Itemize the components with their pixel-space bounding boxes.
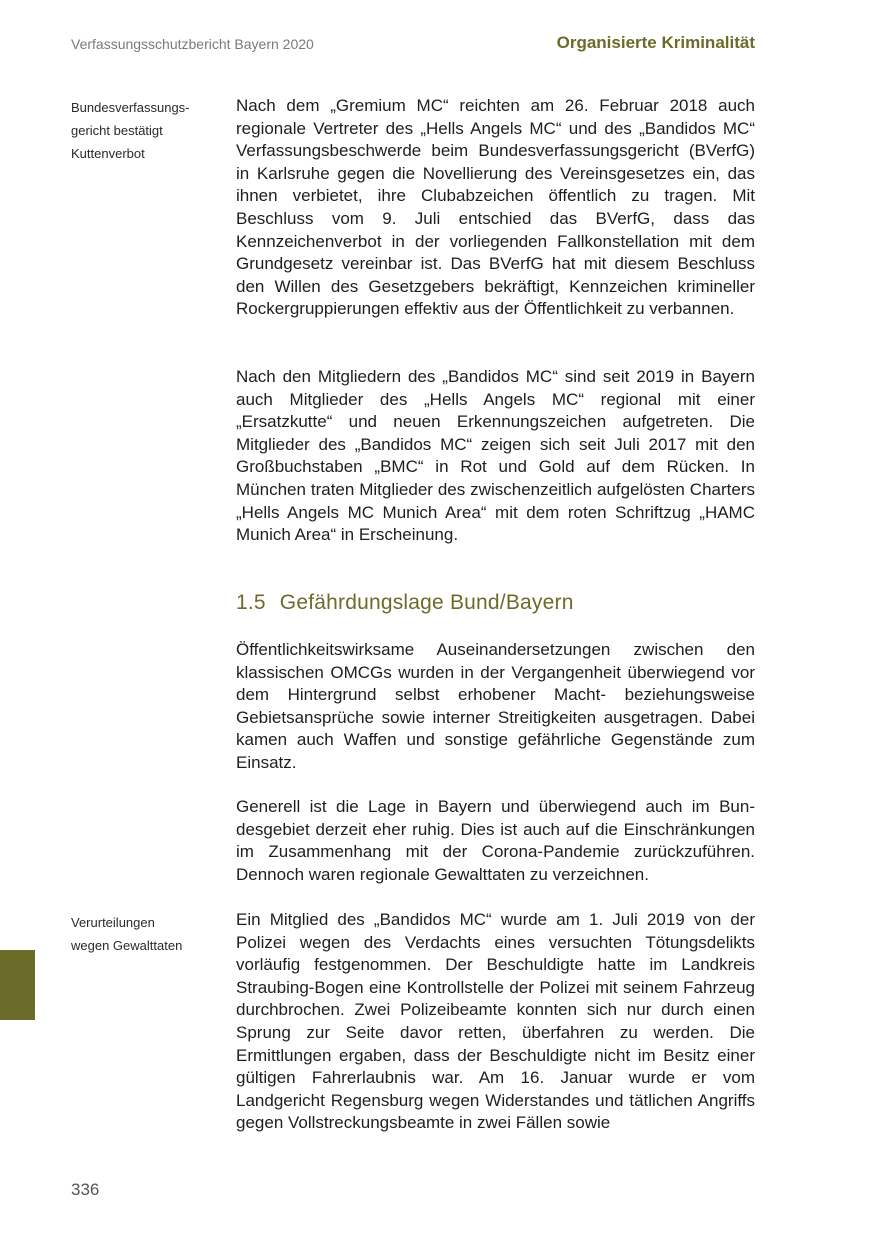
paragraph-kuttenverbot: Nach dem „Gremium MC“ reichten am 26. Februar 2018 auch regionale Vertreter des „Hells Angels MC“ und des „Bandidos MC“ Verfassungsbeschwerde beim Bundesverfassungsgericht (BVerfG) in Karlsruhe gegen die Novellierung des Vereinsgesetzes ein, das ihnen verbietet, ihre Clubabzeichen öffentlich zu tragen. Mit Beschluss vom 9. Juli entschied das BVerfG, dass das Kennzeichenverbot in der vorliegenden Fallkonstellation mit dem Grundgesetz vereinbar ist. Das BVerfG hat mit diesem Beschluss den Willen des Gesetzgebers bekräftigt, Kennzeichen krimineller Rockergruppierungen effektiv aus der Öffentlichkeit zu verbannen. (236, 96, 755, 319)
running-header-chapter: Organisierte Kriminalität (556, 33, 755, 52)
page-number: 336 (71, 1180, 100, 1199)
section-number: 1.5 (236, 591, 266, 614)
paragraph-festnahme: Ein Mitglied des „Bandidos MC“ wurde am 1. Juli 2019 von der Polizei wegen des Verdachts eines versuchten Tötungsdelikts vorläufig festgenommen. Der Beschuldigte hatte im Landkreis Straubing-Bogen eine Kontrollstelle der Polizei mit seinem Fahrzeug durchbrochen. Zwei Polizeibeamte konnten sich nur durch einen Sprung zur Seite davor retten, überfahren zu werden. Die Ermittlungen ergaben, dass der Beschuldigte nicht im Besitz einer gültigen Fahrerlaubnis war. Am 16. Januar wurde er vom Landgericht Regensburg wegen Widerstandes und tätlichen Angriffs gegen Vollstreckungsbeamte in zwei Fällen sowie (236, 910, 755, 1133)
paragraph-5-container (236, 909, 755, 1135)
chapter-side-tab (0, 950, 35, 1020)
paragraph-2-container (236, 366, 755, 547)
paragraph-ersatzkutte: Nach den Mitgliedern des „Bandidos MC“ sind seit 2019 in Bayern auch Mitglieder des „Hells Angels MC“ regional mit einer „Ersatzkutte“ und neuen Erkennungszeichen aufgetreten. Die Mitglieder des „Bandidos MC“ zeigen sich seit Juli 2017 mit den Großbuchstaben „BMC“ in Rot und Gold auf dem Rücken. In München traten Mitglieder des zwischenzeitlich aufgelösten Charters „Hells Angels MC Munich Area“ mit dem roten Schriftzug „HAMC Munich Area“ in Erscheinung. (236, 367, 755, 545)
paragraph-lage: Generell ist die Lage in Bayern und überwiegend auch im Bundesgebiet derzeit eher ruhig. Dies ist auch auf die Einschränkungen im Zusammenhang mit der Corona-Pandemie zurückzuführen. Dennoch waren regionale Gewalttaten zu verzeichnen. (236, 797, 755, 884)
running-header-title: Verfassungsschutzbericht Bayern 2020 (71, 36, 314, 52)
paragraph-auseinandersetzungen: Öffentlichkeitswirksame Auseinandersetzungen zwischen den klassischen OMCGs wurden in der Vergangenheit überwiegend vor dem Hintergrund selbst erhobener Macht- beziehungsweise Gebietsansprüche sowie interner Streitigkeiten ausgetragen. Dabei kamen auch Waffen und sonstige gefährliche Gegenstände zum Einsatz. (236, 640, 755, 772)
section-title: Gefährdungslage Bund/Bayern (279, 591, 574, 614)
section-heading-container (236, 591, 755, 615)
margin-note-kuttenverbot: Bundesverfassungs- gericht bestätigt Kuttenverbot (71, 100, 190, 161)
paragraph-3-container (236, 639, 755, 775)
paragraph-4-container (236, 796, 755, 886)
section-heading (236, 591, 755, 615)
paragraph-1-container (236, 95, 755, 321)
margin-note-verurteilungen: Verurteilungen wegen Gewalttaten (71, 915, 183, 953)
